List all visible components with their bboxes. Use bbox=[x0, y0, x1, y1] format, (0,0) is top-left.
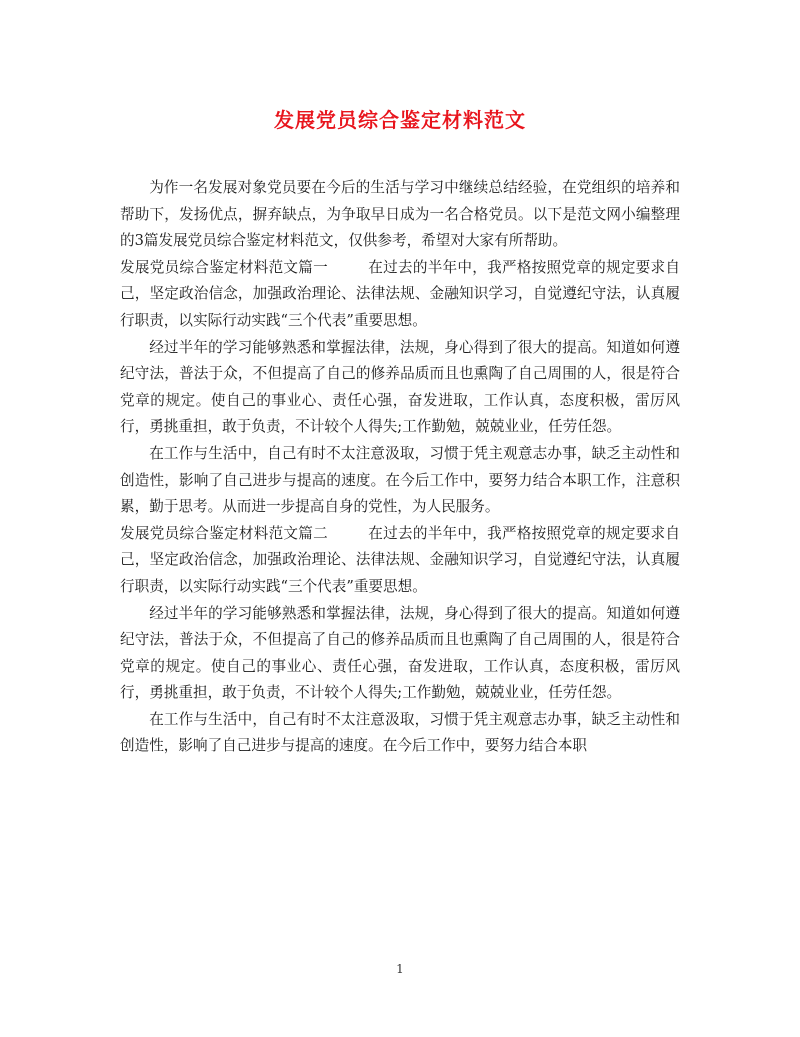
section-1-heading: 发展党员综合鉴定材料范文篇一 bbox=[120, 258, 328, 276]
section-1-paragraph-1: 经过半年的学习能够熟悉和掌握法律，法规，身心得到了很大的提高。知道如何遵纪守法，普法于众，不但提高了自己的修养品质而且也熏陶了自己周围的人，很是符合党章的规定。使自己的事业心、责任心强，奋发进取，工作认真，态度积极，雷厉风行，勇挑重担，敢于负责，不计较个人得失;工作勤勉，兢兢业业，任劳任怨。 bbox=[120, 338, 680, 436]
section-1-paragraph-2: 在工作与生活中，自己有时不太注意汲取，习惯于凭主观意志办事，缺乏主动性和创造性，影响了自己进步与提高的速度。在今后工作中，要努力结合本职工作，注意积累，勤于思考。从而进一步提高自身的党性，为人民服务。 bbox=[120, 444, 680, 516]
section-1-first-paragraph bbox=[120, 255, 680, 335]
section-2-first-paragraph bbox=[120, 521, 680, 601]
section-2-paragraph-1: 经过半年的学习能够熟悉和掌握法律，法规，身心得到了很大的提高。知道如何遵纪守法，普法于众，不但提高了自己的修养品质而且也熏陶了自己周围的人，很是符合党章的规定。使自己的事业心、责任心强，奋发进取，工作认真，态度积极，雷厉风行，勇挑重担，敢于负责，不计较个人得失;工作勤勉，兢兢业业，任劳任怨。 bbox=[120, 604, 680, 702]
document-body bbox=[120, 175, 680, 760]
page-number: 1 bbox=[396, 962, 404, 976]
intro-paragraph: 为作一名发展对象党员要在今后的生活与学习中继续总结经验，在党组织的培养和帮助下，发扬优点，摒弃缺点，为争取早日成为一名合格党员。以下是范文网小编整理的3篇发展党员综合鉴定材料范文，仅供参考，希望对大家有所帮助。 bbox=[120, 179, 680, 250]
section-2-lead: 在过去的半年中，我严格按照党章的规定要求自己，坚定政治信念，加强政治理论、法律法规、金融知识学习，自觉遵纪守法，认真履行职责，以实际行动实践“三个代表”重要思想。 bbox=[120, 524, 680, 595]
section-2-paragraph-2: 在工作与生活中，自己有时不太注意汲取，习惯于凭主观意志办事，缺乏主动性和创造性，影响了自己进步与提高的速度。在今后工作中，要努力结合本职 bbox=[120, 710, 680, 755]
section-1-lead: 在过去的半年中，我严格按照党章的规定要求自己，坚定政治信念，加强政治理论、法律法规、金融知识学习，自觉遵纪守法，认真履行职责，以实际行动实践“三个代表”重要思想。 bbox=[120, 258, 680, 329]
section-2-heading: 发展党员综合鉴定材料范文篇二 bbox=[120, 524, 328, 542]
document-title: 发展党员综合鉴定材料范文 bbox=[274, 108, 526, 132]
